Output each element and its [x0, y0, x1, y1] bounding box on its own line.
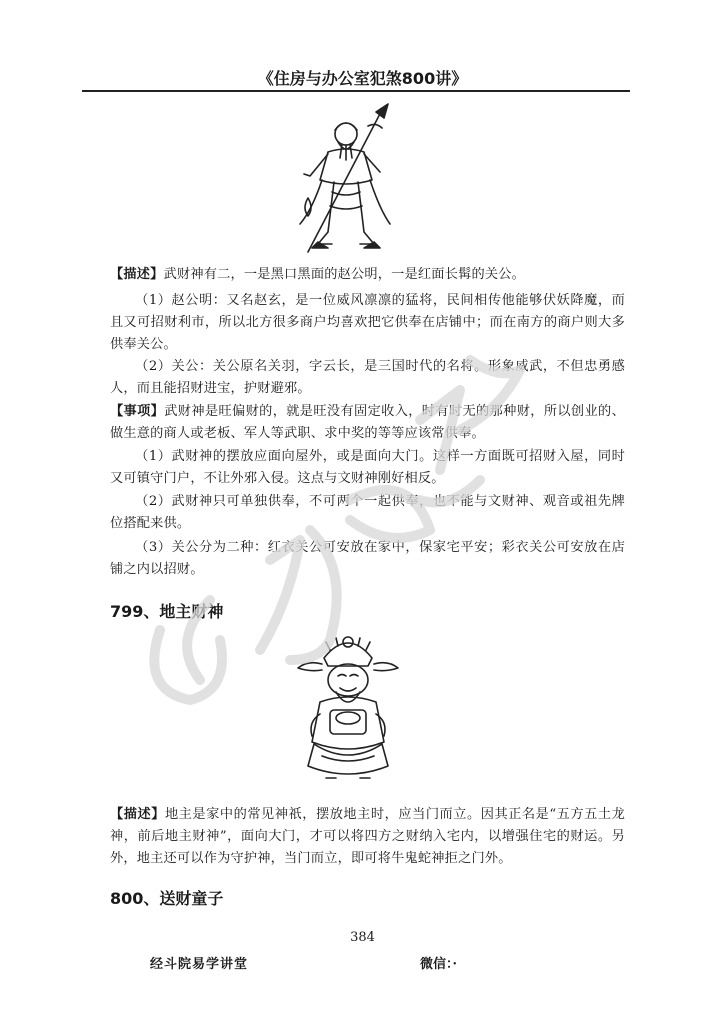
guan-gong-paragraph: （2）关公：关公原名关羽，字云长，是三国时代的名将。形象威武，不但忠勇感人，而且能招财进宝，护财避邪。 [110, 359, 625, 396]
guan-gong-types-paragraph: （3）关公分为二种：红衣关公可安放在家中，保家宅平安；彩衣关公可安放在店铺之内以招财。 [110, 540, 625, 577]
description-text: 武财神有二，一是黑口黑面的赵公明，一是红面长髯的关公。 [163, 267, 526, 282]
wealth-god-matters [110, 401, 625, 445]
single-worship-paragraph: （2）武财神只可单独供奉，不可两个一起供奉，也不能与文财神、观音或祖先牌位搭配来供。 [110, 494, 625, 531]
landlord-description [110, 804, 625, 870]
matters-text: 武财神是旺偏财的，就是旺没有固定收入，时有时无的那种财，所以创业的、做生意的商人或老板、军人等武职、求中奖的等等应该常供奉。 [110, 404, 625, 441]
footer-publisher: 经斗院易学讲堂 [150, 957, 249, 972]
warrior-wealth-god-illustration [288, 102, 403, 254]
landlord-wealth-god-illustration [292, 628, 404, 788]
section-title-800: 800、送财童子 [110, 889, 224, 908]
matters-tag: 【事项】 [110, 404, 165, 419]
landlord-description-text: 地主是家中的常见神祇，摆放地主时，应当门而立。因其正名是“五方五土龙神，前后地主财神”，面向大门，才可以将四方之财纳入宅内，以增强住宅的财运。另外，地主还可以作为守护神，当门而立，即可将牛鬼蛇神拒之门外。 [110, 807, 625, 866]
zhao-gongming-paragraph: （1）赵公明：又名赵玄，是一位威风凛凛的猛将，民间相传他能够伏妖降魔，而且又可招财利市，所以北方很多商户均喜欢把它供奉在店铺中；而在南方的商户则大多供奉关公。 [110, 293, 625, 352]
page-number: 384 [350, 930, 375, 945]
placement-paragraph: （1）武财神的摆放应面向屋外，或是面向大门。这样一方面既可招财入屋，同时又可镇守门户，不让外邪入侵。这点与文财神刚好相反。 [110, 449, 625, 486]
section-title-799: 799、地主财神 [110, 602, 224, 621]
footer-contact: 微信：· [420, 957, 458, 972]
header-title: 《住房与办公室犯煞800讲》 [257, 69, 468, 88]
description-tag: 【描述】 [110, 267, 164, 282]
landlord-description-tag: 【描述】 [110, 807, 165, 822]
wealth-god-description [110, 264, 625, 286]
header-rule [82, 90, 630, 92]
